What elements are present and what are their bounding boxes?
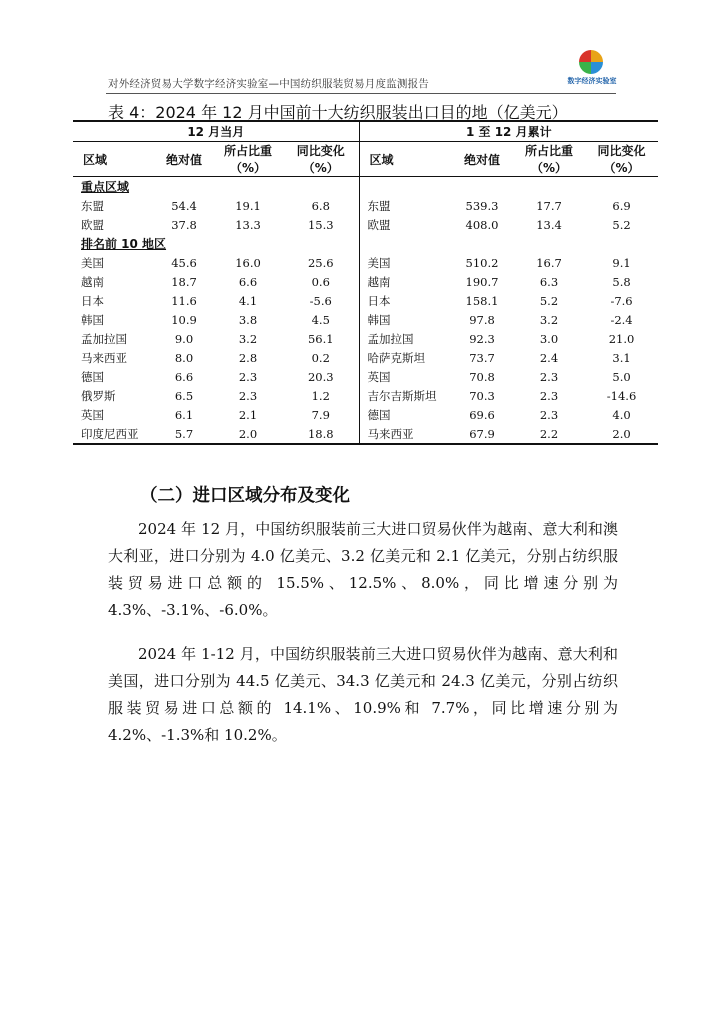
lab-logo	[562, 50, 622, 92]
cell-value: 8.0	[174, 350, 194, 365]
table-title: 表 4：2024 年 12 月中国前十大纺织服装出口目的地（亿美元）	[108, 103, 568, 122]
cell-yoy: 6.9	[612, 198, 631, 213]
key-regions-rows	[73, 196, 658, 234]
cell-share: 16.0	[235, 255, 261, 270]
cell-region: 韩国	[367, 312, 391, 327]
cell-yoy: 5.2	[612, 217, 631, 232]
cell-yoy: 25.6	[283, 253, 359, 272]
cell-value: 510.2	[465, 255, 499, 270]
cell-region: 印度尼西亚	[73, 424, 155, 444]
cell-yoy: 15.3	[283, 215, 359, 234]
section-label-text: 重点区域	[81, 180, 130, 194]
cell-yoy: 7.9	[283, 405, 359, 424]
cell-region: 日本	[367, 293, 391, 308]
cell-yoy: 5.8	[612, 274, 631, 289]
cell-share: 2.1	[238, 407, 258, 422]
table-row	[73, 253, 658, 272]
cell-yoy: 6.8	[283, 196, 359, 215]
cell-value: 11.6	[171, 293, 197, 308]
cell-region: 日本	[81, 293, 104, 308]
cell-share: 3.8	[238, 312, 258, 327]
paragraph-full-year: 2024 年 1-12 月，中国纺织服装前三大进口贸易伙伴为越南、意大利和美国，进口分别为 44.5 亿美元、34.3 亿美元和 24.3 亿美元，分别占纺织服装贸易进口总额的 14.1%、10.9%和 7.7%，同比增速分别为 4.2%、-1.3%和 10.2%。	[108, 645, 618, 744]
cell-value: 67.9	[451, 424, 513, 444]
cell-region: 英国	[367, 369, 391, 384]
table-row	[73, 329, 658, 348]
cell-yoy: 21.0	[608, 331, 635, 346]
top10-rows	[73, 253, 658, 444]
cell-value: 70.8	[469, 369, 495, 384]
table-row	[73, 405, 658, 424]
cell-share: 2.3	[539, 407, 559, 422]
cell-value: 539.3	[465, 198, 499, 213]
cell-share: 16.7	[536, 255, 562, 270]
cell-value: 69.6	[469, 407, 495, 422]
cell-share: 17.7	[536, 198, 562, 213]
cell-share: 4.1	[238, 293, 258, 308]
cell-yoy: 4.0	[612, 407, 631, 422]
group-header-cumulative: 1 至 12 月累计	[359, 121, 658, 142]
cell-share: 2.0	[213, 424, 283, 444]
cell-region: 欧盟	[367, 217, 391, 232]
cell-share: 3.0	[539, 331, 559, 346]
cell-yoy: 56.1	[283, 329, 359, 348]
cell-value: 6.1	[174, 407, 194, 422]
cell-value: 97.8	[469, 312, 495, 327]
cell-region: 孟加拉国	[367, 331, 414, 346]
table-row	[73, 291, 658, 310]
cell-yoy: -14.6	[606, 388, 637, 403]
logo-globe-icon	[579, 50, 603, 74]
col-header-share: 所占比重（%）	[513, 142, 585, 177]
running-header: 对外经济贸易大学数字经济实验室—中国纺织服装贸易月度监测报告	[108, 78, 429, 90]
cell-value: 5.7	[155, 424, 213, 444]
col-header-region: 区域	[73, 142, 155, 177]
section-label-key-regions	[73, 177, 359, 197]
cell-share: 3.2	[539, 312, 559, 327]
cell-value: 408.0	[465, 217, 499, 232]
table-row	[73, 367, 658, 386]
section-heading: （二）进口区域分布及变化	[140, 486, 350, 506]
cell-share: 6.6	[238, 274, 258, 289]
section-label-top10	[73, 234, 359, 253]
cell-share: 2.8	[238, 350, 258, 365]
cell-value: 73.7	[469, 350, 495, 365]
cell-share: 6.3	[539, 274, 559, 289]
cell-region: 东盟	[81, 198, 104, 213]
table-row	[73, 272, 658, 291]
group-header-month: 12 月当月	[73, 121, 359, 142]
cell-value: 54.4	[171, 198, 197, 213]
cell-yoy: 0.2	[283, 348, 359, 367]
cell-share: 2.3	[238, 369, 258, 384]
cell-share: 3.2	[238, 331, 258, 346]
cell-region: 越南	[81, 274, 104, 289]
cell-value: 45.6	[171, 255, 197, 270]
cell-share: 5.2	[539, 293, 559, 308]
header-divider	[106, 93, 616, 94]
cell-region: 德国	[81, 369, 104, 384]
empty-cell	[359, 234, 658, 253]
cell-value: 70.3	[469, 388, 495, 403]
cell-region: 德国	[367, 407, 391, 422]
cell-yoy: -2.4	[610, 312, 633, 327]
cell-region: 美国	[81, 255, 104, 270]
col-header-yoy: 同比变化（%）	[585, 142, 658, 177]
table-row	[73, 215, 658, 234]
col-header-yoy: 同比变化（%）	[283, 142, 359, 177]
cell-share: 19.1	[235, 198, 261, 213]
col-header-value: 绝对值	[451, 142, 513, 177]
cell-yoy: -7.6	[610, 293, 633, 308]
cell-yoy: 18.8	[283, 424, 359, 444]
cell-value: 18.7	[171, 274, 197, 289]
cell-value: 37.8	[171, 217, 197, 232]
cell-yoy: 4.5	[283, 310, 359, 329]
cell-region: 俄罗斯	[81, 388, 116, 403]
cell-yoy: -5.6	[283, 291, 359, 310]
cell-region: 美国	[367, 255, 391, 270]
cell-share: 2.3	[539, 369, 559, 384]
section-label-text: 排名前 10 地区	[81, 237, 167, 251]
cell-region: 哈萨克斯坦	[367, 350, 426, 365]
cell-region: 英国	[81, 407, 104, 422]
cell-region: 越南	[367, 274, 391, 289]
table-row	[73, 310, 658, 329]
cell-yoy: 3.1	[612, 350, 631, 365]
cell-value: 92.3	[469, 331, 495, 346]
cell-value: 10.9	[171, 312, 197, 327]
cell-yoy: 20.3	[283, 367, 359, 386]
cell-region: 孟加拉国	[81, 331, 127, 346]
cell-yoy: 2.0	[585, 424, 658, 444]
cell-yoy: 9.1	[612, 255, 631, 270]
cell-share: 13.4	[536, 217, 562, 232]
table-row	[73, 386, 658, 405]
col-header-share: 所占比重（%）	[213, 142, 283, 177]
cell-yoy: 5.0	[612, 369, 631, 384]
cell-yoy: 0.6	[283, 272, 359, 291]
cell-yoy: 1.2	[283, 386, 359, 405]
export-destinations-table	[73, 120, 658, 445]
cell-region: 东盟	[367, 198, 391, 213]
table-row	[73, 196, 658, 215]
col-header-value: 绝对值	[155, 142, 213, 177]
cell-share: 2.3	[539, 388, 559, 403]
empty-cell	[359, 177, 658, 197]
cell-share: 2.3	[238, 388, 258, 403]
cell-share: 13.3	[235, 217, 261, 232]
col-header-region: 区域	[359, 142, 451, 177]
cell-region: 韩国	[81, 312, 104, 327]
cell-value: 6.6	[174, 369, 194, 384]
paragraph-december: 2024 年 12 月，中国纺织服装前三大进口贸易伙伴为越南、意大利和澳大利亚，进口分别为 4.0 亿美元、3.2 亿美元和 2.1 亿美元，分别占纺织服装贸易进口总额的 15.5%、12.5%、8.0%，同比增速分别为 4.3%、-3.1%、-6.0%。	[108, 520, 618, 619]
cell-share: 2.2	[513, 424, 585, 444]
cell-value: 6.5	[174, 388, 194, 403]
logo-text: 数字经济实验室	[567, 77, 617, 85]
table-row	[73, 348, 658, 367]
table-row	[73, 424, 658, 444]
cell-value: 190.7	[465, 274, 499, 289]
cell-value: 9.0	[174, 331, 194, 346]
cell-region: 吉尔吉斯斯坦	[367, 388, 437, 403]
cell-region: 马来西亚	[359, 424, 451, 444]
cell-region: 欧盟	[81, 217, 104, 232]
cell-value: 158.1	[465, 293, 499, 308]
cell-region: 马来西亚	[81, 350, 127, 365]
cell-share: 2.4	[539, 350, 559, 365]
